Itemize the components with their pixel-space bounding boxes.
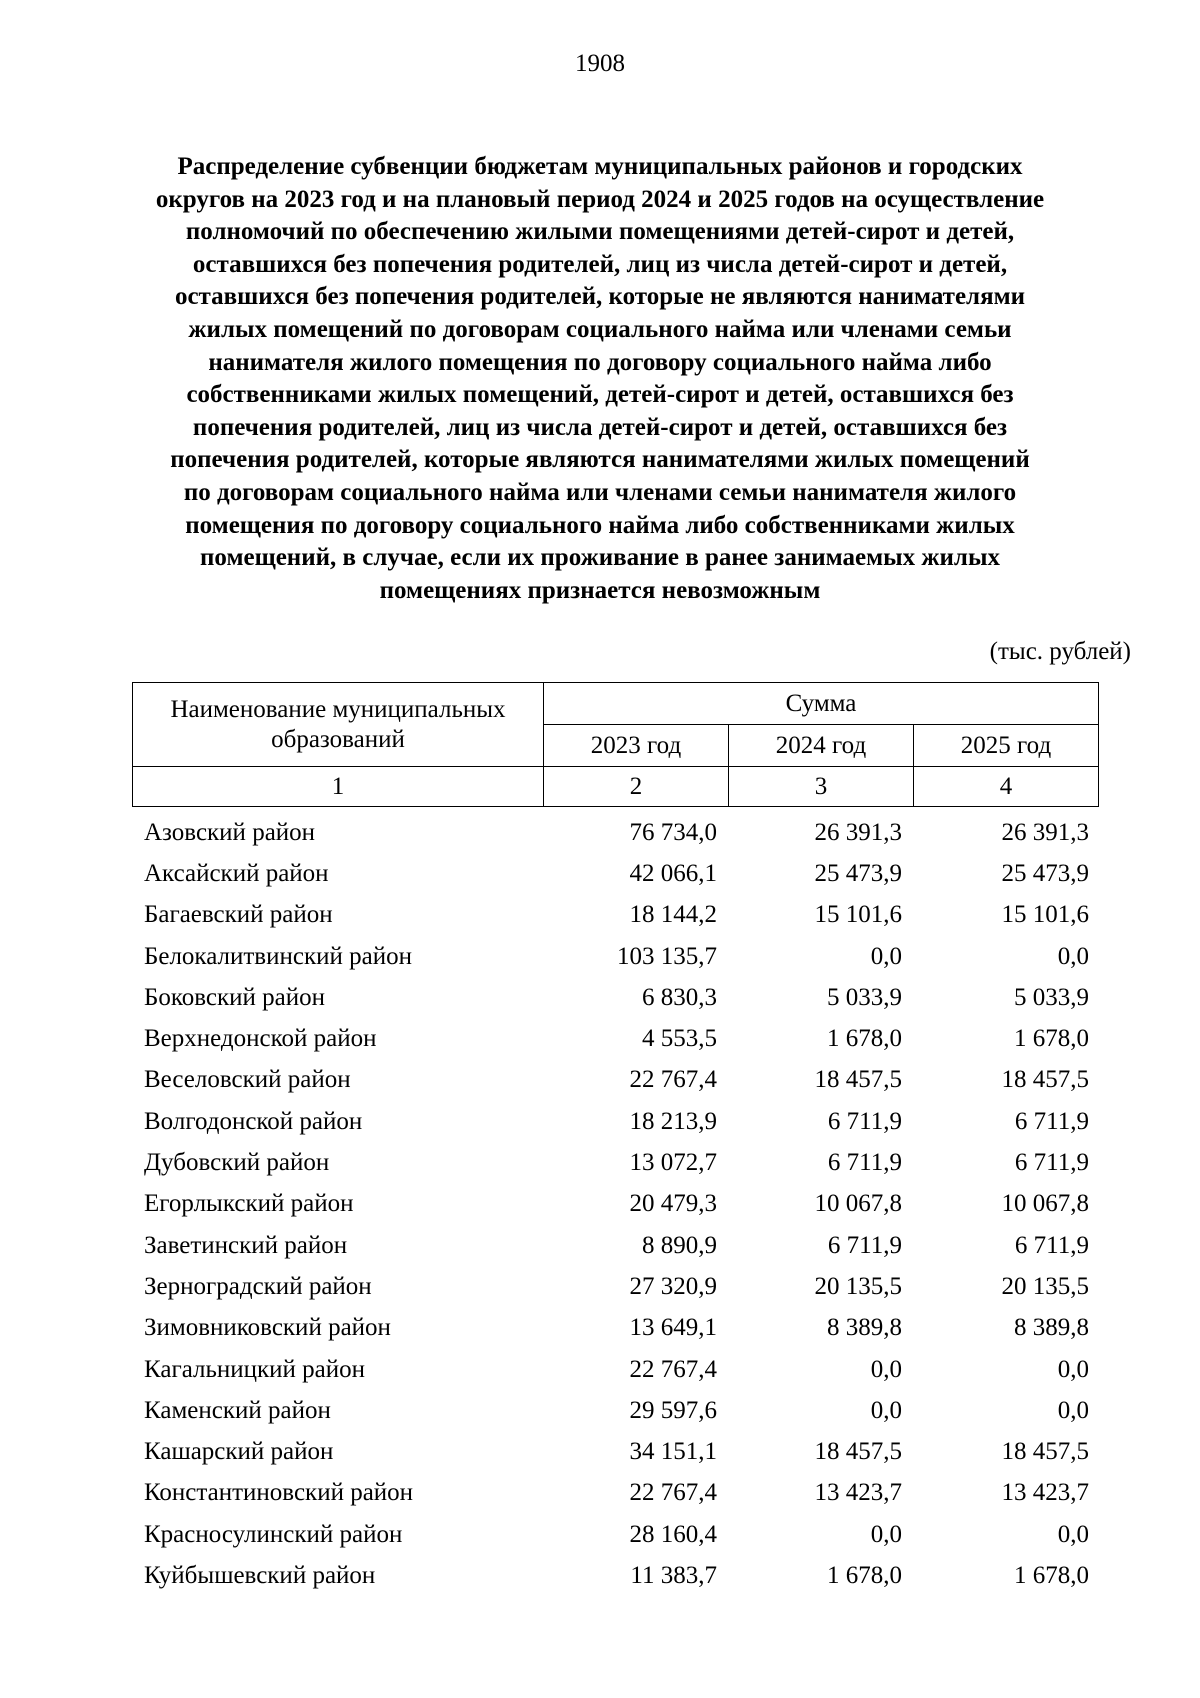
row-value-2025: 6 711,9 bbox=[1014, 1107, 1089, 1135]
row-name: Егорлыкский район bbox=[144, 1190, 354, 1218]
row-value-2023: 22 767,4 bbox=[629, 1066, 717, 1094]
row-value-2024: 0,0 bbox=[870, 1355, 902, 1383]
row-value-2023: 13 649,1 bbox=[629, 1314, 717, 1342]
row-value-2023: 8 890,9 bbox=[642, 1231, 717, 1259]
column-number: 3 bbox=[729, 767, 914, 807]
row-value-2024: 18 457,5 bbox=[814, 1438, 902, 1466]
table-row bbox=[132, 853, 1099, 894]
row-value-2024: 6 711,9 bbox=[827, 1107, 902, 1135]
header-year-2024: 2024 год bbox=[729, 725, 914, 767]
row-value-2024: 0,0 bbox=[870, 942, 902, 970]
row-value-2023: 22 767,4 bbox=[629, 1355, 717, 1383]
table-row bbox=[132, 812, 1099, 853]
table-row bbox=[132, 1349, 1099, 1390]
table-row bbox=[132, 1390, 1099, 1431]
row-name: Багаевский район bbox=[144, 901, 333, 929]
column-number: 4 bbox=[914, 767, 1099, 807]
row-name: Заветинский район bbox=[144, 1231, 348, 1259]
row-name: Константиновский район bbox=[144, 1479, 414, 1507]
row-value-2025: 15 101,6 bbox=[1001, 901, 1089, 929]
title-line: оставшихся без попечения родителей, которые не являются нанимателями bbox=[174, 283, 1026, 311]
title-line: попечения родителей, лиц из числа детей-сирот и детей, оставшихся без bbox=[192, 413, 1008, 441]
row-value-2024: 6 711,9 bbox=[827, 1231, 902, 1259]
header-year-2023: 2023 год bbox=[544, 725, 729, 767]
row-value-2023: 11 383,7 bbox=[630, 1561, 717, 1589]
row-value-2023: 42 066,1 bbox=[629, 859, 717, 887]
row-name: Дубовский район bbox=[144, 1149, 330, 1177]
table-header bbox=[132, 682, 1099, 807]
row-value-2025: 8 389,8 bbox=[1014, 1314, 1089, 1342]
table-row bbox=[132, 1266, 1099, 1307]
table-row bbox=[132, 1225, 1099, 1266]
table-row bbox=[132, 895, 1099, 936]
document-title bbox=[120, 151, 1080, 607]
row-value-2024: 1 678,0 bbox=[827, 1025, 902, 1053]
row-value-2025: 0,0 bbox=[1057, 1520, 1089, 1548]
header-name: Наименование муниципальных образований bbox=[133, 683, 544, 767]
row-value-2025: 26 391,3 bbox=[1001, 818, 1089, 846]
row-value-2025: 5 033,9 bbox=[1014, 983, 1089, 1011]
row-value-2024: 20 135,5 bbox=[814, 1272, 902, 1300]
title-line: попечения родителей, которые являются нанимателями жилых помещений bbox=[170, 446, 1030, 474]
row-value-2023: 6 830,3 bbox=[642, 983, 717, 1011]
row-value-2024: 0,0 bbox=[870, 1396, 902, 1424]
row-value-2023: 4 553,5 bbox=[642, 1025, 717, 1053]
row-value-2024: 25 473,9 bbox=[814, 859, 902, 887]
row-value-2025: 0,0 bbox=[1057, 1396, 1089, 1424]
row-name: Кашарский район bbox=[144, 1438, 334, 1466]
row-name: Красносулинский район bbox=[144, 1520, 403, 1548]
row-value-2023: 103 135,7 bbox=[617, 942, 717, 970]
row-name: Аксайский район bbox=[144, 859, 329, 887]
title-line: собственниками жилых помещений, детей-сирот и детей, оставшихся без bbox=[186, 381, 1014, 409]
row-value-2023: 18 144,2 bbox=[629, 901, 717, 929]
row-value-2025: 10 067,8 bbox=[1001, 1190, 1089, 1218]
title-line: полномочий по обеспечению жилыми помещениями детей-сирот и детей, bbox=[185, 218, 1015, 246]
row-name: Зимовниковский район bbox=[144, 1314, 391, 1342]
row-value-2024: 1 678,0 bbox=[827, 1561, 902, 1589]
table-row bbox=[132, 1308, 1099, 1349]
row-value-2024: 6 711,9 bbox=[827, 1149, 902, 1177]
row-value-2023: 20 479,3 bbox=[629, 1190, 717, 1218]
row-value-2025: 0,0 bbox=[1057, 942, 1089, 970]
row-value-2023: 29 597,6 bbox=[629, 1396, 717, 1424]
row-value-2024: 8 389,8 bbox=[827, 1314, 902, 1342]
row-value-2025: 6 711,9 bbox=[1014, 1231, 1089, 1259]
title-line: по договорам социального найма или членами семьи нанимателя жилого bbox=[183, 478, 1017, 506]
row-value-2024: 10 067,8 bbox=[814, 1190, 902, 1218]
table-row bbox=[132, 1555, 1099, 1596]
row-value-2023: 28 160,4 bbox=[629, 1520, 717, 1548]
row-value-2025: 18 457,5 bbox=[1001, 1066, 1089, 1094]
table-row bbox=[132, 1514, 1099, 1555]
title-line: нанимателя жилого помещения по договору социального найма либо bbox=[208, 348, 992, 376]
title-line: округов на 2023 год и на плановый период 2024 и 2025 годов на осуществление bbox=[155, 185, 1045, 213]
page-number: 1908 bbox=[575, 50, 625, 77]
row-value-2025: 1 678,0 bbox=[1014, 1025, 1089, 1053]
row-value-2025: 1 678,0 bbox=[1014, 1561, 1089, 1589]
table-row bbox=[132, 1473, 1099, 1514]
units-label: (тыс. рублей) bbox=[989, 638, 1131, 665]
row-name: Веселовский район bbox=[144, 1066, 351, 1094]
table-row bbox=[132, 1431, 1099, 1472]
row-value-2024: 0,0 bbox=[870, 1520, 902, 1548]
title-line: помещения по договору социального найма либо собственниками жилых bbox=[185, 511, 1015, 539]
title-line: помещениях признается невозможным bbox=[379, 576, 821, 604]
row-value-2023: 34 151,1 bbox=[629, 1438, 717, 1466]
row-name: Кагальницкий район bbox=[144, 1355, 366, 1383]
data-table bbox=[132, 812, 1099, 1597]
row-value-2025: 20 135,5 bbox=[1001, 1272, 1089, 1300]
row-value-2023: 18 213,9 bbox=[629, 1107, 717, 1135]
row-value-2025: 6 711,9 bbox=[1014, 1149, 1089, 1177]
row-name: Белокалитвинский район bbox=[144, 942, 412, 970]
row-value-2023: 76 734,0 bbox=[629, 818, 717, 846]
row-value-2025: 13 423,7 bbox=[1001, 1479, 1089, 1507]
row-value-2024: 18 457,5 bbox=[814, 1066, 902, 1094]
header-sum: Сумма bbox=[544, 683, 1099, 725]
table-row bbox=[132, 1060, 1099, 1101]
table-row bbox=[132, 977, 1099, 1018]
row-name: Зерноградский район bbox=[144, 1272, 372, 1300]
table-row bbox=[132, 1101, 1099, 1142]
row-name: Волгодонской район bbox=[144, 1107, 363, 1135]
row-value-2025: 18 457,5 bbox=[1001, 1438, 1089, 1466]
row-name: Верхнедонской район bbox=[144, 1025, 377, 1053]
row-value-2023: 22 767,4 bbox=[629, 1479, 717, 1507]
row-value-2024: 5 033,9 bbox=[827, 983, 902, 1011]
row-value-2024: 15 101,6 bbox=[814, 901, 902, 929]
row-value-2024: 13 423,7 bbox=[814, 1479, 902, 1507]
row-value-2023: 27 320,9 bbox=[629, 1272, 717, 1300]
title-line: Распределение субвенции бюджетам муниципальных районов и городских bbox=[177, 153, 1023, 180]
row-value-2025: 0,0 bbox=[1057, 1355, 1089, 1383]
row-name: Азовский район bbox=[144, 818, 316, 846]
title-line: оставшихся без попечения родителей, лиц из числа детей-сирот и детей, bbox=[192, 250, 1008, 278]
row-value-2025: 25 473,9 bbox=[1001, 859, 1089, 887]
header-year-2025: 2025 год bbox=[914, 725, 1099, 767]
table-row bbox=[132, 936, 1099, 977]
column-number: 2 bbox=[544, 767, 729, 807]
row-name: Боковский район bbox=[144, 983, 325, 1011]
title-line: помещений, в случае, если их проживание в ранее занимаемых жилых bbox=[200, 544, 1000, 572]
row-name: Каменский район bbox=[144, 1396, 331, 1424]
table-row bbox=[132, 1018, 1099, 1059]
title-line: жилых помещений по договорам социального найма или членами семьи bbox=[188, 315, 1012, 343]
row-name: Куйбышевский район bbox=[144, 1561, 376, 1589]
table-row bbox=[132, 1142, 1099, 1183]
row-value-2024: 26 391,3 bbox=[814, 818, 902, 846]
table-row bbox=[132, 1184, 1099, 1225]
column-number: 1 bbox=[133, 767, 544, 807]
row-value-2023: 13 072,7 bbox=[629, 1149, 717, 1177]
